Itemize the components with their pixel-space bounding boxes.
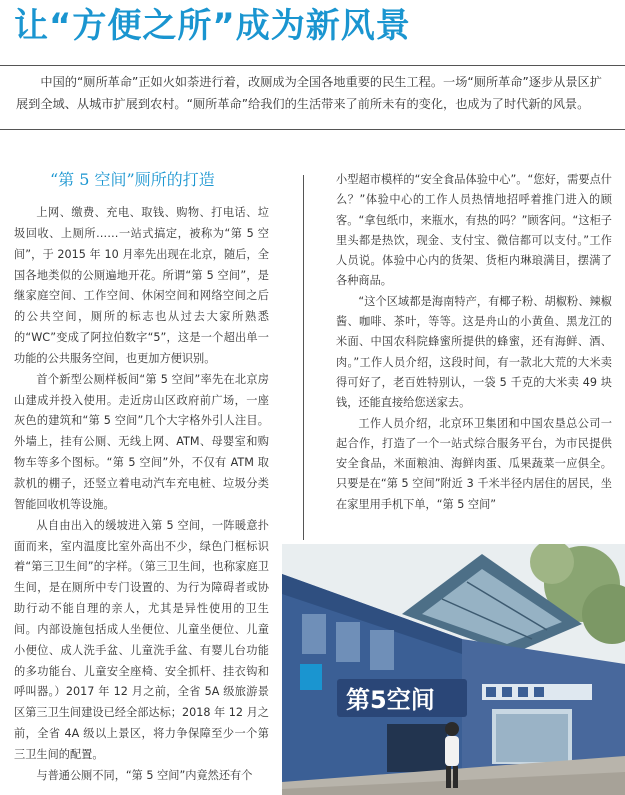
body-paragraph: 与普通公厕不同，“第 5 空间”内竟然还有个 <box>36 768 253 782</box>
body-paragraph: 工作人员介绍，北京环卫集团和中国农垦总公司一起合作，打造了一个一站式综合服务平台，为市民提供安全食品，米面粮油、海鲜肉蛋、瓜果蔬菜一应俱全。只要是在“第 5 空间”附近 3 千米半径内居住的居民，坐在家里用手机下单，“第 5 空间” <box>336 416 612 511</box>
left-column <box>14 168 269 787</box>
body-paragraph: 首个新型公厕样板间“第 5 空间”率先在北京房山建成并投入使用。走近房山区政府前广场，一座灰色的建筑和“第 5 空间”几个大字格外引人注目。外墙上，挂有公厕、无线上网、ATM、母婴室和购物车等多个图标。“第 5 空间”外，不仅有 ATM 取款机的棚子，还竖立着电动汽车充电桩、垃圾分类智能回收机等设施。 <box>14 372 269 511</box>
section-heading: “第 5 空间”厕所的打造 <box>50 170 215 189</box>
building-sign-text: 第5空间 <box>346 686 435 714</box>
right-column <box>336 170 612 515</box>
body-paragraph: “这个区域都是海南特产，有椰子粉、胡椒粉、辣椒酱、咖啡、茶叶，等等。这是舟山的小黄鱼、黑龙江的米面、中国农科院蜂蜜所提供的蜂蜜，还有海鲜、酒、肉。”工作人员介绍，这段时间，有一款北大荒的大米卖得可好了，老百姓特别认，一袋 5 千克的大米卖 49 块钱，还能直接给您送家去。 <box>336 294 612 410</box>
intro-paragraph: 中国的“厕所革命”正如火如荼进行着，改厕成为全国各地重要的民生工程。一场“厕所革命”逐步从景区扩展到全域、从城市扩展到农村。“厕所革命”给我们的生活带来了前所未有的变化，也成为了时代新的风景。 <box>16 75 602 111</box>
building-photo <box>282 544 625 795</box>
body-paragraph: 小型超市模样的“安全食品体验中心”。“您好，需要点什么？”体验中心的工作人员热情地招呼着推门进入的顾客。“拿包纸巾，来瓶水，有热的吗？”顾客问。“这柜子里头都是热饮，现金、支付宝、微信都可以支付。”工作人员说。体验中心内的货架、货柜内琳琅满目，摆满了各种商品。 <box>336 173 612 288</box>
column-divider <box>303 175 304 540</box>
intro-bottom-rule <box>0 129 625 130</box>
intro-top-rule <box>0 65 625 66</box>
article-title: 让“方便之所”成为新风景 <box>14 6 411 46</box>
body-paragraph: 上网、缴费、充电、取钱、购物、打电话、垃圾回收、上厕所……一站式搞定，被称为“第 5 空间”，于 2015 年 10 月率先出现在北京，随后，全国各地类似的公厕遍地开花。所谓“第 5 空间”，是继家庭空间、工作空间、休闲空间和网络空间之后的公共空间，厕所的标志也从过去大家所熟悉的“WC”变成了阿拉伯数字“5”，这是一个超出单一功能的公共服务空间，也更加方便识别。 <box>14 206 269 365</box>
body-paragraph: 从自由出入的缓坡进入第 5 空间，一阵暖意扑面而来，室内温度比室外高出不少，绿色门框标识着“第三卫生间”的字样。（第三卫生间，也称家庭卫生间，是在厕所中专门设置的、为行为障碍者或协助行动不能自理的亲人，尤其是异性使用的卫生间。内部设施包括成人坐便位、儿童坐便位、儿童小便位、成人洗手盆、儿童洗手盆、有婴儿台功能的多功能台、儿童安全座椅、安全抓杆、挂衣钩和呼叫器。）2017 年 12 月之前，全省 5A 级旅游景区第三卫生间建设已经全部达标；2018 年 12 月之前，全省 4A 级以上景区，将力争保障至少一个第三卫生间的配置。 <box>14 518 269 761</box>
